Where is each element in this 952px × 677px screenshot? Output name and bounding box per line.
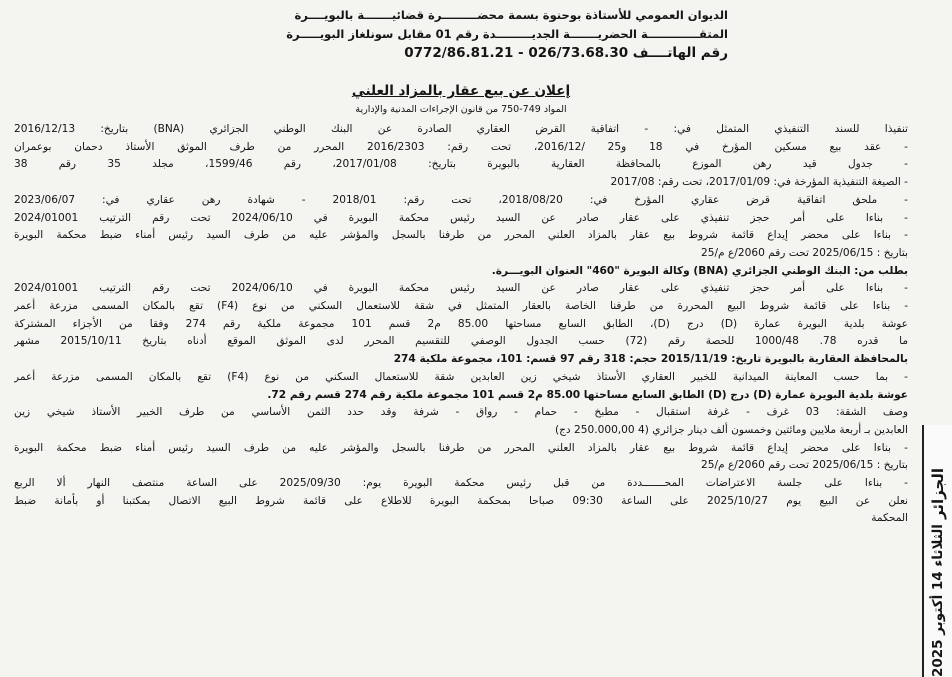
notice-line: تنفيذا للسند التنفيذي المتمثل في: - اتفاقية القرض العقاري الصادرة عن البنك الوطني الجزائري (BNA) بتاريخ: 2016/12/13 xyxy=(14,123,908,135)
notice-line: بتاريخ : 2025/06/15 تحت رقم 2060/ع م/25 xyxy=(700,459,908,472)
notice-body xyxy=(14,121,908,528)
newspaper-date: الثلاثاء 14 أكتوبر 2025 xyxy=(930,524,946,677)
header-office-line: الديوان العمومي للأستاذة بوحنوة بسمة محضـــــــــرة قضائيـــــــة بالبويــــرة xyxy=(294,8,728,22)
notice-line: عوشة بلدية البويرة عمارة (D) درج (D) الطابق السابع مساحتها 85.00 م2 قسم 101 مجموعة ملكية رقم 274 قسم رقم 72. xyxy=(267,388,908,401)
notice-line: وصف الشقة: 03 غرف - غرفة استقبال - مطبخ - حمام - رواق - شرفة وقد حدد الثمن الأساسي من طرف الخبير الأستاذ شيخي زين xyxy=(14,406,908,419)
notice-line: نعلن عن البيع يوم 2025/10/27 على الساعة 09:30 صباحا بمحكمة البويرة للاطلاع على قائمة شروط البيع الاتصال بمكتبنا أو بأمانة ضبط xyxy=(14,494,908,507)
newspaper-name: الجزائر xyxy=(929,468,947,520)
notice-line: - الصيغة التنفيذية المؤرخة في: 2017/01/09، تحت رقم: 2017/08 xyxy=(610,176,908,189)
notice-line: - بناءا على أمر حجز تنفيذي على عقار صادر عن السيد رئيس محكمة البويرة في 2024/06/10 تحت رقم الترتيب 2024/01001 xyxy=(14,282,908,295)
notice-title: إعلان عن بيع عقار بالمزاد العلني xyxy=(351,83,571,99)
notice-line: - جدول قيد رهن الموزع بالمحافظة العقارية بالبويرة بتاريخ: 2017/01/08، رقم 1599/46، مجلد 35 رقم 38 xyxy=(14,158,908,171)
notice-line: بطلب من: البنك الوطني الجزائري (BNA) وكالة البويرة "460" العنوان البويـــرة. xyxy=(491,264,908,277)
notice-line: المحكمة xyxy=(871,512,908,525)
header-phone-line: رقم الهاتــــف 026/73.68.30 - 0772/86.81.21 xyxy=(404,45,728,61)
notice-line: - ملحق اتفاقية قرض عقاري المؤرخ في: 2018/08/20، تحت رقم: 2018/01 - شهادة رهن عقاري في: 2023/06/07 xyxy=(14,193,908,206)
notice-line: - بما حسب المعاينة الميدانية للخبير العقاري الأستاذ شيخي زين العابدين شقة للاستعمال السكني من نوع (F4) تقع بالمكان المسمى مزرعة أعمر xyxy=(14,370,908,383)
notice-subtitle: المواد 749-750 من قانون الإجراءات المدنية والإدارية xyxy=(355,104,567,115)
notice-line: ما قدره 78. 1000/48 للحصة رقم (72) حسب الجدول الوصفي للتقسيم المحرر لدى الموثق الموقع أدناه بتاريخ 2015/10/11 مشهر xyxy=(14,335,908,348)
notice-line: - بناءا على أمر حجز تنفيذي على عقار صادر عن السيد رئيس محكمة البويرة في 2024/06/10 تحت رقم الترتيب 2024/01001 xyxy=(14,211,908,224)
notice-line: عوشة بلدية البويرة عمارة (D) درج (D)، الطابق السابع مساحتها 85.00 م2 قسم 101 مجموعة ملكية رقم 274 وفقا من الأجزاء المشتركة xyxy=(14,317,908,330)
header-address-line: المتقـــــــــــــة الحضريـــــــة الجديـــــــــدة رقم 01 مقابل سونلغاز البويـــــرة xyxy=(286,27,728,41)
bailiff-header xyxy=(14,6,908,63)
notice-line: بتاريخ : 2025/06/15 تحت رقم 2060/ع م/25 xyxy=(700,246,908,259)
newspaper-side-label xyxy=(926,425,950,677)
notice-line: - بناءا على قائمة شروط البيع المحررة من طرفنا الخاصة بالعقار المتمثل في شقة للاستعمال السكني من نوع (F4) تقع بالمكان المسمى مزرعة أعمر xyxy=(14,300,908,313)
notice-line: بالمحافظة العقارية بالبويرة تاريخ: 2015/11/19 حجم: 318 رقم 97 قسم: 101، مجموعة ملكية 274 xyxy=(393,353,908,366)
notice-line: - عقد بيع مسكين المؤرخ في 18 و25 /2016/12، تحت رقم: 2016/2303 المحرر من طرف الموثق الأستاذ دحمان بوعمران xyxy=(14,140,908,153)
notice-line: - بناءا على محضر إيداع قائمة شروط بيع عقار بالمزاد العلني المحرر من طرفنا بالسجل والمؤشر عليه من طرف السيد رئيس أمناء ضبط محكمة البويرة xyxy=(14,229,908,242)
notice-line: - بناءا على جلسة الاعتراضات المحـــــــددة من قبل رئيس محكمة البويرة يوم: 2025/09/30 على الساعة منتصف النهار ألا الربع xyxy=(14,477,908,490)
notice-line: - بناءا على محضر إيداع قائمة شروط بيع عقار بالمزاد العلني المحرر من طرفنا بالسجل والمؤشر عليه من طرف السيد رئيس أمناء ضبط محكمة البويرة xyxy=(14,441,908,454)
notice-line: العابدين بـ أربعة ملايين ومائتين وخمسون ألف دينار جزائري (4 250.000,00 دج) xyxy=(554,423,908,436)
